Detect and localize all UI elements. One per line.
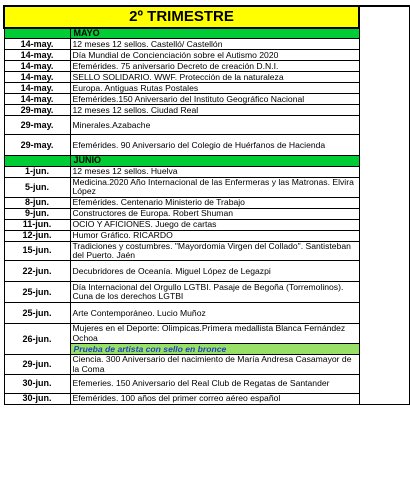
issue-date: 14-may. [4,72,70,83]
issue-description: 12 meses 12 sellos. Ciudad Real [70,105,359,116]
table-row [4,39,409,50]
quarter-title: 2º TRIMESTRE [4,6,359,28]
title-row [4,6,409,28]
issue-description: OCIO Y AFICIONES. Juego de cartas [70,219,359,230]
issue-description: Arte Contemporáneo. Lucio Muñoz [70,303,359,324]
issue-date: 25-jun. [4,303,70,324]
issue-date: 29-may. [4,135,70,156]
issue-description: Efemérides. 100 años del primer correo aéreo español [70,394,359,405]
table-row [4,324,409,344]
table-row [4,166,409,177]
stamp-calendar-sheet [3,5,408,495]
issue-date: 5-jun. [4,177,70,197]
issue-date: 25-jun. [4,282,70,303]
issue-date: 14-may. [4,61,70,72]
table-row [4,241,409,261]
table-row [4,230,409,241]
table-row [4,355,409,375]
issue-description: Efemérides. 90 Aniversario del Colegio de Huérfanos de Hacienda [70,135,359,156]
month-header-may [4,28,409,39]
table-row [4,261,409,282]
table-row [4,208,409,219]
table-row [4,116,409,135]
issue-description: Minerales.Azabache [70,116,359,135]
table-row [4,135,409,156]
table-row [4,50,409,61]
issue-description: Efemeries. 150 Aniversario del Real Club de Regatas de Santander [70,375,359,394]
issue-date: 15-jun. [4,241,70,261]
table-row [4,303,409,324]
month-label-may: MAYO [70,28,359,39]
table-row [4,94,409,105]
issue-description: Efemérides.150 Aniversario del Instituto Geográfico Nacional [70,94,359,105]
issue-description: 12 meses 12 sellos. Huelva [70,166,359,177]
issue-description: Tradiciones y costumbres. "Mayordomia Virgen del Collado". Santisteban del Puerto. Jaén [70,241,359,261]
issue-description: Día Internacional del Orgullo LGTBI. Pasaje de Begoña (Torremolinos). Cuna de los derechos LGTBI [70,282,359,303]
issue-date: 14-may. [4,94,70,105]
issue-date: 29-may. [4,105,70,116]
issue-description: 12 meses 12 sellos. Castelló/ Castellón [70,39,359,50]
artist-proof-note: Prueba de artista con sello en bronce [70,344,359,355]
issue-description: Ciencia. 300 Aniversario del nacimiento de María Andresa Casamayor de la Coma [70,355,359,375]
issue-date: 14-may. [4,50,70,61]
issue-description: Mujeres en el Deporte: Olimpicas.Primera medallista Blanca Fernández Ochoa [70,324,359,344]
issue-date: 29-may. [4,116,70,135]
issue-description: Día Mundial de Concienciación sobre el Autismo 2020 [70,50,359,61]
month-header-june [4,156,409,166]
issue-description: Efemérides. Centenario Ministerio de Trabajo [70,197,359,208]
issue-date: 30-jun. [4,394,70,405]
table-row [4,177,409,197]
issue-date: 9-jun. [4,208,70,219]
issue-description: SELLO SOLIDARIO. WWF. Protección de la naturaleza [70,72,359,83]
issue-date: 12-jun. [4,230,70,241]
table-row [4,197,409,208]
table-row [4,105,409,116]
issue-description: Efemérides. 75 aniversario Decreto de creación D.N.I. [70,61,359,72]
issue-description: Humor Gráfico. RICARDO [70,230,359,241]
issue-description: Constructores de Europa. Robert Shuman [70,208,359,219]
table-row [4,375,409,394]
issue-date: 29-jun. [4,355,70,375]
issue-date: 1-jun. [4,166,70,177]
stamp-issue-table [3,5,410,405]
table-row [4,282,409,303]
table-row [4,61,409,72]
issue-date: 26-jun. [4,324,70,355]
table-row [4,72,409,83]
issue-date: 14-may. [4,83,70,94]
table-row [4,394,409,405]
issue-date: 8-jun. [4,197,70,208]
issue-date: 22-jun. [4,261,70,282]
issue-description: Europa. Antiguas Rutas Postales [70,83,359,94]
issue-description: Decubridores de Oceanía. Miguel López de Legazpi [70,261,359,282]
issue-description: Medicina.2020 Año Internacional de las Enfermeras y las Matronas. Elvira López [70,177,359,197]
table-row [4,83,409,94]
issue-date: 30-jun. [4,375,70,394]
issue-date: 11-jun. [4,219,70,230]
issue-date: 14-may. [4,39,70,50]
month-label-june: JUNIO [70,156,359,166]
table-row [4,219,409,230]
